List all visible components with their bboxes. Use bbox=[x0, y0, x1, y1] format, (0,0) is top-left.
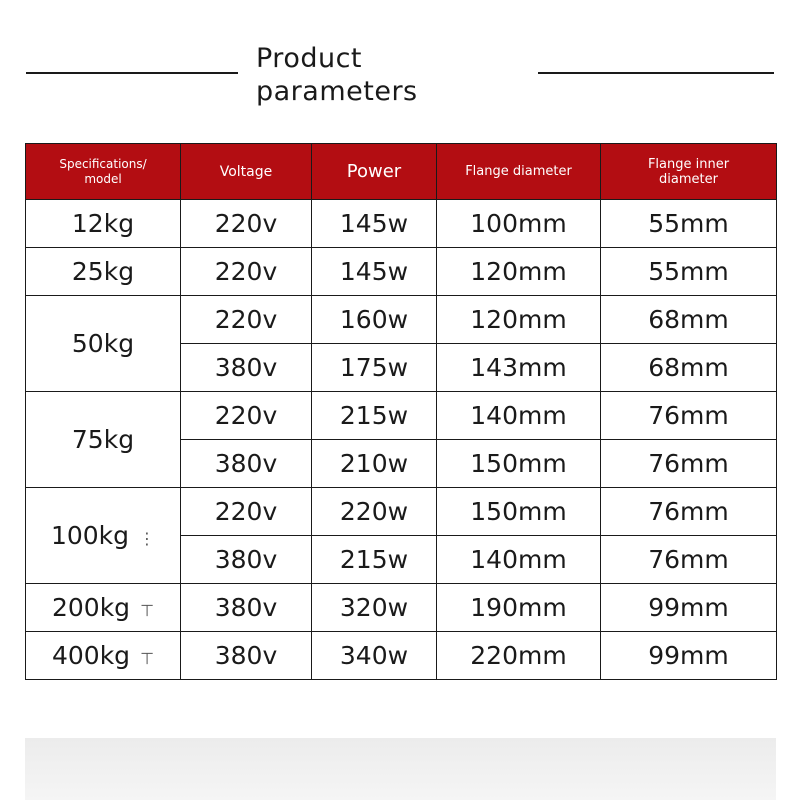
next-section-background bbox=[25, 738, 776, 800]
flange-cell: 150mm bbox=[437, 488, 601, 536]
inner-cell: 99mm bbox=[601, 632, 777, 680]
model-cell: 100kg ⋮ bbox=[26, 488, 181, 584]
voltage-cell: 220v bbox=[181, 200, 312, 248]
flange-cell: 140mm bbox=[437, 392, 601, 440]
header-row bbox=[26, 144, 777, 200]
flange-cell: 220mm bbox=[437, 632, 601, 680]
voltage-cell: 380v bbox=[181, 440, 312, 488]
inner-cell: 76mm bbox=[601, 488, 777, 536]
header-flange-diameter: Flange diameter bbox=[437, 144, 601, 200]
power-cell: 160w bbox=[312, 296, 437, 344]
voltage-cell: 220v bbox=[181, 248, 312, 296]
table-header bbox=[26, 144, 777, 200]
header-power: Power bbox=[312, 144, 437, 200]
inner-cell: 76mm bbox=[601, 392, 777, 440]
power-cell: 215w bbox=[312, 392, 437, 440]
inner-cell: 68mm bbox=[601, 344, 777, 392]
page-title-line2: parameters bbox=[256, 76, 418, 107]
table-row bbox=[26, 632, 777, 680]
inner-cell: 55mm bbox=[601, 248, 777, 296]
table-row bbox=[26, 200, 777, 248]
inner-cell: 76mm bbox=[601, 440, 777, 488]
scan-artifact-mark-icon: ⊤ bbox=[140, 601, 154, 620]
inner-cell: 68mm bbox=[601, 296, 777, 344]
flange-cell: 190mm bbox=[437, 584, 601, 632]
header-specifications: Specifications/ model bbox=[26, 144, 181, 200]
table-row bbox=[26, 392, 777, 440]
model-cell: 200kg ⊤ bbox=[26, 584, 181, 632]
power-cell: 175w bbox=[312, 344, 437, 392]
flange-cell: 150mm bbox=[437, 440, 601, 488]
model-cell: 25kg bbox=[26, 248, 181, 296]
title-divider-left bbox=[26, 72, 238, 74]
table-body bbox=[26, 200, 777, 680]
model-cell: 50kg bbox=[26, 296, 181, 392]
flange-cell: 140mm bbox=[437, 536, 601, 584]
inner-cell: 55mm bbox=[601, 200, 777, 248]
inner-cell: 99mm bbox=[601, 584, 777, 632]
power-cell: 320w bbox=[312, 584, 437, 632]
table-row bbox=[26, 488, 777, 536]
table-row bbox=[26, 296, 777, 344]
page-title bbox=[256, 42, 526, 108]
flange-cell: 143mm bbox=[437, 344, 601, 392]
table-row bbox=[26, 584, 777, 632]
voltage-cell: 220v bbox=[181, 488, 312, 536]
flange-cell: 120mm bbox=[437, 296, 601, 344]
power-cell: 145w bbox=[312, 200, 437, 248]
power-cell: 215w bbox=[312, 536, 437, 584]
title-divider-right bbox=[538, 72, 774, 74]
voltage-cell: 380v bbox=[181, 584, 312, 632]
page-title-line1: Product bbox=[256, 43, 363, 74]
voltage-cell: 220v bbox=[181, 296, 312, 344]
model-cell: 400kg ⊤ bbox=[26, 632, 181, 680]
product-parameters-table bbox=[25, 143, 777, 680]
scan-artifact-mark-icon: ⊤ bbox=[140, 649, 154, 668]
power-cell: 210w bbox=[312, 440, 437, 488]
header-voltage: Voltage bbox=[181, 144, 312, 200]
voltage-cell: 380v bbox=[181, 536, 312, 584]
flange-cell: 100mm bbox=[437, 200, 601, 248]
power-cell: 145w bbox=[312, 248, 437, 296]
header-flange-inner-diameter: Flange inner diameter bbox=[601, 144, 777, 200]
scan-artifact-mark-icon: ⋮ bbox=[139, 529, 156, 548]
inner-cell: 76mm bbox=[601, 536, 777, 584]
voltage-cell: 380v bbox=[181, 632, 312, 680]
power-cell: 340w bbox=[312, 632, 437, 680]
power-cell: 220w bbox=[312, 488, 437, 536]
flange-cell: 120mm bbox=[437, 248, 601, 296]
voltage-cell: 220v bbox=[181, 392, 312, 440]
table-row bbox=[26, 248, 777, 296]
voltage-cell: 380v bbox=[181, 344, 312, 392]
model-cell: 75kg bbox=[26, 392, 181, 488]
model-cell: 12kg bbox=[26, 200, 181, 248]
